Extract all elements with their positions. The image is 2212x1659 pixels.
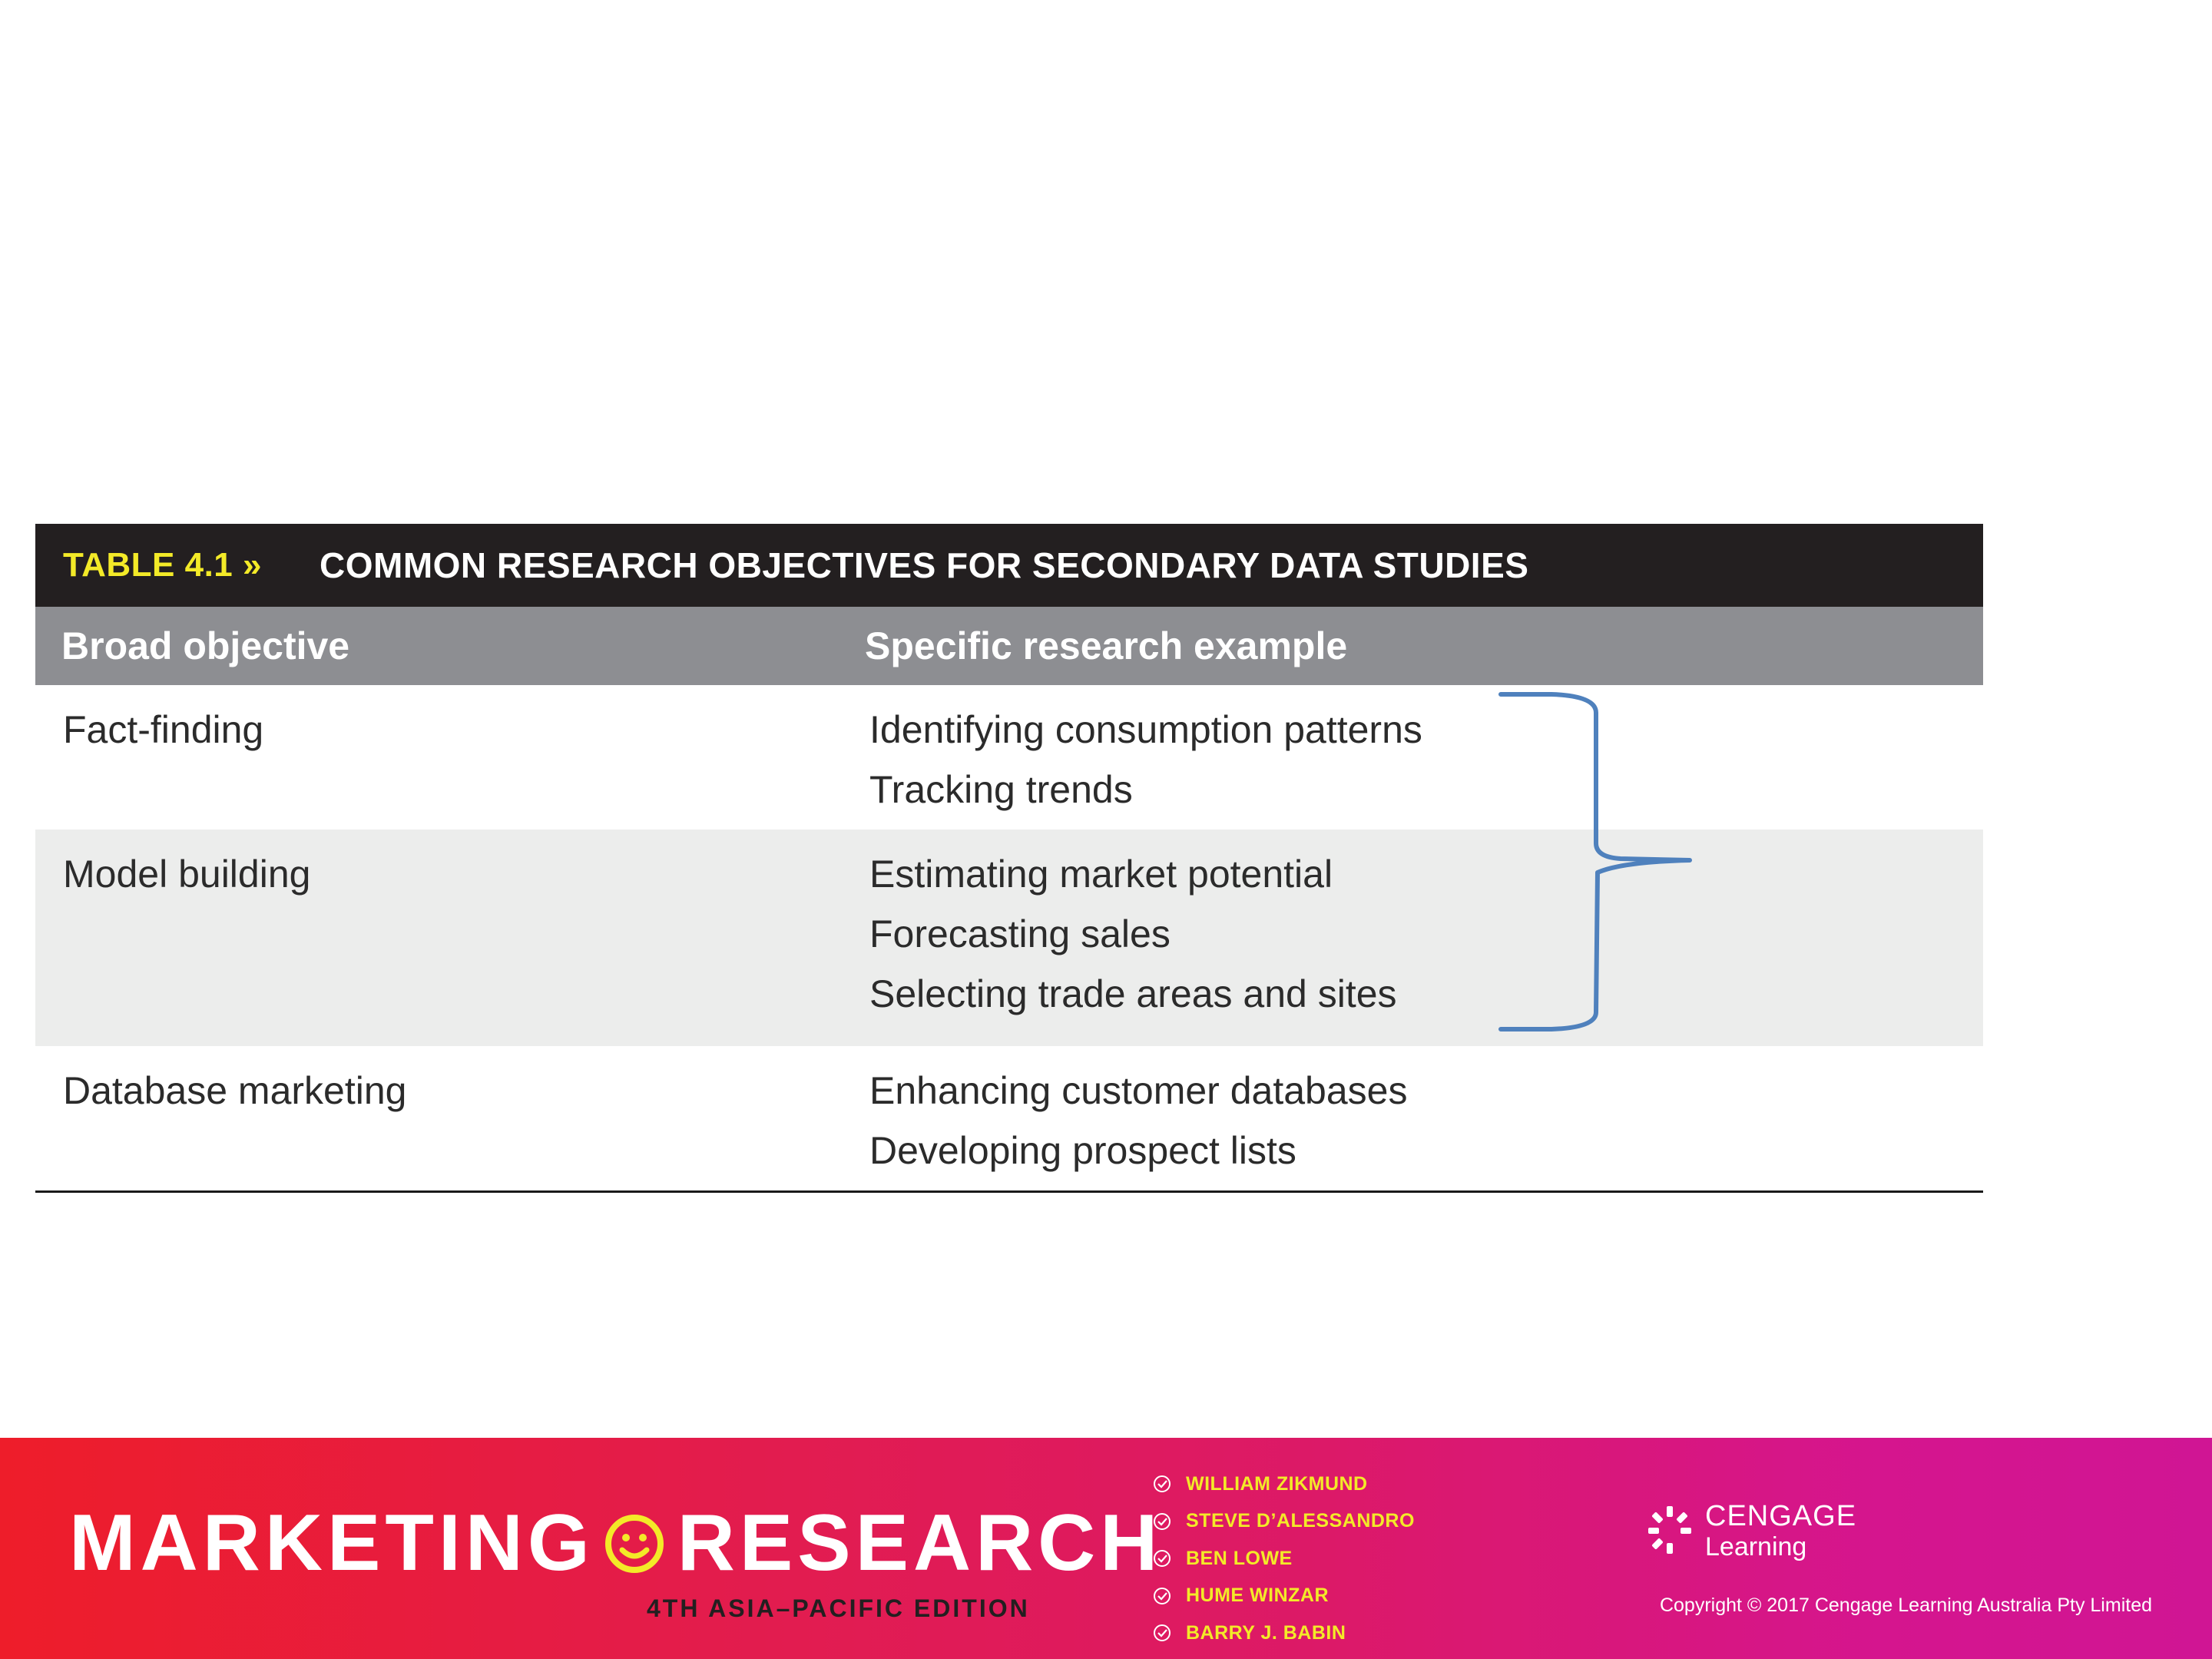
author-item — [1152, 1578, 1415, 1615]
check-circle-icon — [1152, 1474, 1172, 1494]
table-row — [35, 1046, 1983, 1193]
example-item: Developing prospect lists — [869, 1129, 1296, 1172]
cengage-mark-icon — [1645, 1505, 1694, 1558]
author-name: BARRY J. BABIN — [1186, 1621, 1346, 1644]
table-number: TABLE 4.1 » — [63, 546, 262, 584]
brand-word-research: RESEARCH — [677, 1498, 1163, 1588]
example-item: Estimating market potential — [869, 853, 1333, 896]
publisher-subname: Learning — [1705, 1532, 1807, 1561]
objective-label: Fact-finding — [63, 708, 264, 751]
author-item — [1152, 1614, 1415, 1652]
example-item: Identifying consumption patterns — [869, 708, 1422, 751]
copyright-notice: Copyright © 2017 Cengage Learning Australia Pty Limited — [1659, 1594, 2152, 1616]
author-name: BEN LOWE — [1186, 1547, 1293, 1569]
author-item — [1152, 1503, 1415, 1541]
examples-cell — [869, 851, 1397, 1031]
author-item — [1152, 1540, 1415, 1578]
check-circle-icon — [1152, 1623, 1172, 1643]
examples-cell — [869, 707, 1422, 826]
check-circle-icon — [1152, 1512, 1172, 1532]
objective-label: Model building — [63, 853, 311, 896]
publisher-wordmark — [1705, 1501, 1856, 1562]
publisher-logo — [1645, 1501, 1856, 1562]
examples-cell — [869, 1068, 1407, 1187]
brand-word-marketing: MARKETING — [69, 1498, 594, 1588]
table-title: COMMON RESEARCH OBJECTIVES FOR SECONDARY DATA STUDIES — [320, 545, 1529, 585]
curly-brace-icon — [1498, 690, 1697, 1043]
book-footer-banner — [0, 1438, 2212, 1659]
publisher-name: CENGAGE — [1705, 1500, 1857, 1532]
objective-cell — [63, 851, 310, 911]
objective-cell — [63, 1068, 406, 1128]
objective-label: Database marketing — [63, 1069, 407, 1112]
author-list — [1152, 1465, 1415, 1652]
example-item: Enhancing customer databases — [869, 1069, 1408, 1112]
book-title-logo — [69, 1498, 1162, 1589]
example-item: Selecting trade areas and sites — [869, 972, 1397, 1015]
author-name: STEVE D’ALESSANDRO — [1186, 1510, 1415, 1532]
author-name: HUME WINZAR — [1186, 1584, 1330, 1607]
example-item: Tracking trends — [869, 768, 1133, 811]
table-header-row — [35, 607, 1983, 685]
header-specific-example: Specific research example — [865, 624, 1348, 667]
header-broad-objective: Broad objective — [61, 624, 350, 667]
example-item: Forecasting sales — [869, 912, 1171, 955]
edition-label: 4TH ASIA–PACIFIC EDITION — [647, 1594, 1030, 1622]
check-circle-icon — [1152, 1586, 1172, 1606]
author-name: WILLIAM ZIKMUND — [1186, 1472, 1368, 1495]
objective-cell — [63, 707, 263, 767]
author-item — [1152, 1465, 1415, 1503]
smiley-icon — [602, 1512, 667, 1576]
check-circle-icon — [1152, 1548, 1172, 1568]
table-caption-bar — [35, 524, 1983, 607]
